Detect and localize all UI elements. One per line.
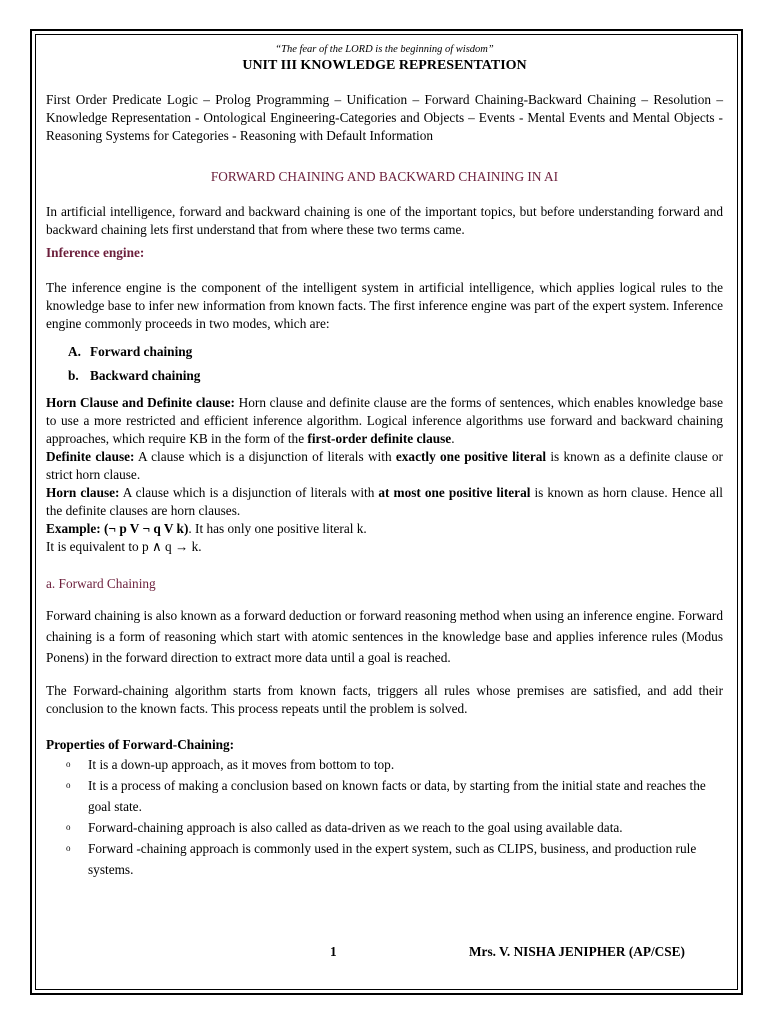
inference-engine-paragraph: The inference engine is the component of the intelligent system in artificial intelligence, which applies logical rules to the knowledge base to infer new information from known facts. The first inference engine was part of the expert system. Inference engine commonly proceeds in two modes, which are: bbox=[46, 280, 723, 331]
horn-clause-definition: Horn clause: A clause which is a disjunction of literals with at most one positive literal is known as horn clause. Hence all the definite clauses are horn clauses. bbox=[46, 485, 723, 518]
forward-chaining-paragraph-2: The Forward-chaining algorithm starts from known facts, triggers all rules whose premises are satisfied, and add their conclusion to the known facts. This process repeats until the problem is solved. bbox=[46, 683, 723, 716]
author-credit: Mrs. V. NISHA JENIPHER (AP/CSE) bbox=[469, 944, 685, 959]
inference-modes-list bbox=[68, 343, 723, 385]
motto: “The fear of the LORD is the beginning of wisdom” bbox=[275, 44, 494, 55]
list-item: o It is a down-up approach, as it moves from bottom to top. bbox=[66, 757, 395, 772]
list-item: o Forward-chaining approach is also called as data-driven as we reach to the goal using available data. bbox=[66, 820, 623, 835]
definite-clause-paragraph: Definite clause: A clause which is a disjunction of literals with exactly one positive literal is known as a definite clause or strict horn clause. bbox=[46, 449, 723, 482]
example-line: Example: (¬ p V ¬ q V k). It has only one positive literal k. bbox=[46, 521, 367, 536]
equivalent-line: It is equivalent to p ∧ q → k. bbox=[46, 539, 202, 554]
list-item: A. Forward chaining bbox=[68, 344, 193, 359]
list-item: o It is a process of making a conclusion based on known facts or data, by starting from the initial state and reaches the goal state. bbox=[66, 778, 706, 814]
page-content bbox=[46, 42, 723, 880]
intro-paragraph: In artificial intelligence, forward and backward chaining is one of the important topics, but before understanding forward and backward chaining lets first understand that from where these two terms came. bbox=[46, 204, 723, 237]
list-item: b. Backward chaining bbox=[68, 368, 201, 383]
list-item: o Forward -chaining approach is commonly used in the expert system, such as CLIPS, business, and production rule systems. bbox=[66, 841, 697, 877]
properties-heading: Properties of Forward-Chaining: bbox=[46, 737, 235, 752]
forward-chaining-heading: a. Forward Chaining bbox=[46, 576, 156, 591]
inference-engine-heading: Inference engine: bbox=[46, 245, 145, 260]
forward-chaining-paragraph-1: Forward chaining is also known as a forward deduction or forward reasoning method when using an inference engine. Forward chaining is a form of reasoning which start with atomic sentences in the knowledge base and applies inference rules (Modus Ponens) in the forward direction to extract more data until a goal is reached. bbox=[46, 608, 723, 665]
horn-clause-paragraph: Horn Clause and Definite clause: Horn clause and definite clause are the forms of sentences, which enables knowledge base to use a more restricted and efficient inference algorithm. Logical inference algorithms use forward and backward chaining approaches, which require KB in the form of the first-order definite clause. bbox=[46, 395, 723, 446]
unit-title: UNIT III KNOWLEDGE REPRESENTATION bbox=[242, 58, 527, 73]
properties-list bbox=[46, 754, 723, 880]
page-number: 1 bbox=[330, 944, 337, 959]
syllabus-topics: First Order Predicate Logic – Prolog Programming – Unification – Forward Chaining-Backward Chaining – Resolution – Knowledge Representation - Ontological Engineering-Categories and Objects – Events - Mental Events and Mental Objects - Reasoning Systems for Categories - Reasoning with Default Information bbox=[46, 92, 723, 143]
section-title: FORWARD CHAINING AND BACKWARD CHAINING IN AI bbox=[210, 169, 559, 184]
